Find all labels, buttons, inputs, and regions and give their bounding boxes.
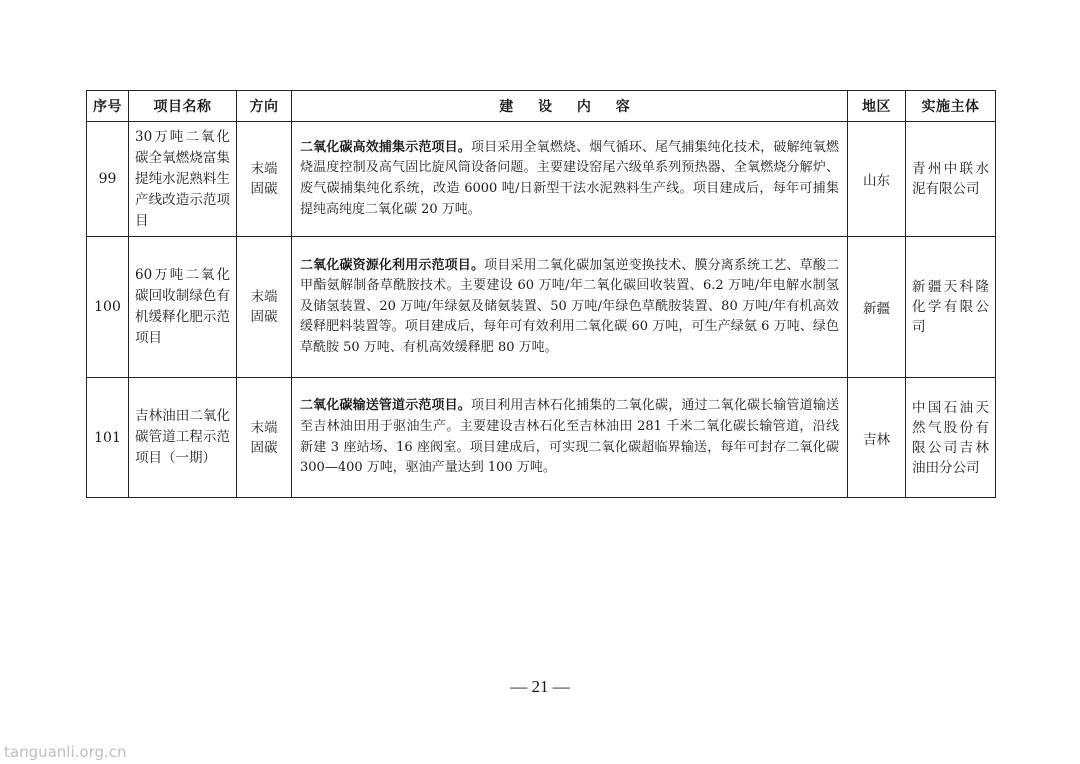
row-direction-text: 末端固碳 (250, 289, 278, 325)
header-content: 建 设 内 容 (292, 91, 848, 122)
row-org: 中国石油天然气股份有限公司吉林油田分公司 (906, 378, 996, 498)
row-no: 101 (87, 378, 129, 498)
row-content (292, 122, 848, 237)
row-region: 山东 (848, 122, 906, 237)
row-region: 吉林 (848, 378, 906, 498)
page-number: — 21 — (510, 677, 570, 696)
row-direction (237, 237, 292, 378)
row-content-title: 二氧化碳高效捕集示范项目。 (300, 139, 471, 155)
row-direction-text: 末端固碳 (250, 161, 278, 197)
row-project-name: 吉林油田二氧化碳管道工程示范项目（一期） (129, 378, 237, 498)
header-name: 项目名称 (129, 91, 237, 122)
watermark-text: tanguanli.org.cn (4, 743, 127, 761)
row-direction (237, 122, 292, 237)
row-direction-text: 末端固碳 (250, 419, 278, 456)
row-no: 99 (87, 122, 129, 237)
row-content (292, 378, 848, 498)
row-no: 100 (87, 237, 129, 378)
header-region: 地区 (848, 91, 906, 122)
row-org: 青州中联水泥有限公司 (906, 122, 996, 237)
header-org: 实施主体 (906, 91, 996, 122)
row-region: 新疆 (848, 237, 906, 378)
row-project-name: 30万吨二氧化碳全氧燃烧富集提纯水泥熟料生产线改造示范项目 (129, 122, 237, 237)
row-content-body: 项目采用全氧燃烧、烟气循环、尾气捕集纯化技术，破解纯氧燃烧温度控制及高气固比旋风筒设备问题。主要建设窑尾六级单系列预热器、全氧燃烧分解炉、废气碳捕集纯化系统，改造 6000 吨/日新型干法水泥熟料生产线。项目建成后，每年可捕集提纯高纯度二氧化碳 20 万吨。 (300, 139, 839, 217)
row-content (292, 237, 848, 378)
row-project-name: 60万吨二氧化碳回收制绿色有机缓释化肥示范项目 (129, 237, 237, 378)
row-direction (237, 378, 292, 498)
table-header-row (87, 91, 996, 122)
row-content-body: 项目利用吉林石化捕集的二氧化碳，通过二氧化碳长输管道输送至吉林油田用于驱油生产。主要建设吉林石化至吉林油田 281 千米二氧化碳长输管道，沿线新建 3 座站场、16 座阀室。项目建成后，可实现二氧化碳超临界输送，每年可封存二氧化碳 300—400 万吨，驱油产量达到 100 万吨。 (300, 398, 839, 476)
table-row (87, 122, 996, 237)
header-direction: 方向 (237, 91, 292, 122)
row-content-title: 二氧化碳资源化利用示范项目。 (300, 257, 485, 273)
project-table (86, 90, 996, 498)
table-row (87, 237, 996, 378)
row-org: 新疆天科隆化学有限公司 (906, 237, 996, 378)
header-no: 序号 (87, 91, 129, 122)
row-content-title: 二氧化碳输送管道示范项目。 (300, 398, 471, 414)
row-content-body: 项目采用二氧化碳加氢逆变换技术、膜分离系统工艺、草酸二甲酯氨解制备草酰胺技术。主要建设 60 万吨/年二氧化碳回收装置、6.2 万吨/年电解水制氢及储氢装置、20 万吨/年绿氨及储氨装置、50 万吨/年绿色草酰胺装置、80 万吨/年有机高效缓释肥料装置等。项目建成后，每年可有效利用二氧化碳 60 万吨，可生产绿氨 6 万吨、绿色草酰胺 50 万吨、有机高效缓释肥 80 万吨。 (300, 257, 839, 355)
table-row (87, 378, 996, 498)
